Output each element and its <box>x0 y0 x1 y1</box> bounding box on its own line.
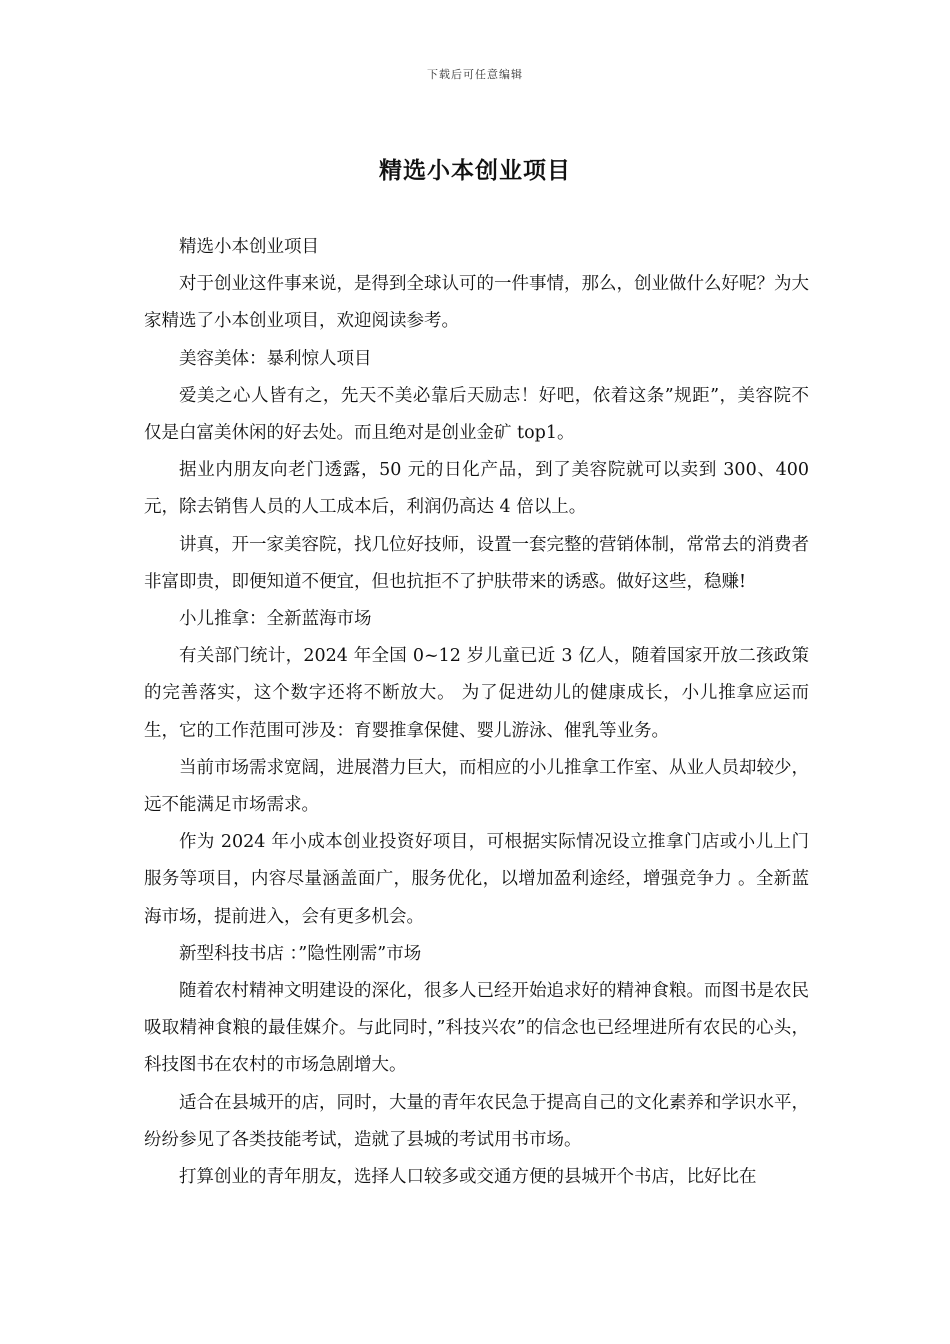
section-heading-beauty: 美容美体：暴利惊人项目 <box>179 348 372 369</box>
section-heading-massage: 小儿推拿：全新蓝海市场 <box>179 609 372 630</box>
paragraph: 打算创业的青年朋友，选择人口较多或交通方便的县城开个书店，比好比在 <box>179 1167 757 1188</box>
paragraph-intro-heading: 精选小本创业项目 <box>179 237 319 257</box>
paragraph: 有关部门统计，2024 年全国 0~12 岁儿童已近 3 亿人，随着国家开放二孩政策的完善落实，这个数字还将不断放大。 为了促进幼儿的健康成长，小儿推拿应运而生，它的工作范围可涉及：育婴推拿保健、婴儿游泳、催乳等业务。 <box>144 646 809 741</box>
document-body <box>144 229 809 1196</box>
paragraph: 适合在县城开的店，同时，大量的青年农民急于提高自己的文化素养和学识水平，纷纷参见了各类技能考试，造就了县城的考试用书市场。 <box>144 1092 809 1150</box>
document-title: 精选小本创业项目 <box>379 158 571 184</box>
paragraph: 对于创业这件事来说，是得到全球认可的一件事情，那么，创业做什么好呢？为大家精选了小本创业项目，欢迎阅读参考。 <box>144 274 809 332</box>
section-heading-bookstore: 新型科技书店 ：”隐性刚需”市场 <box>179 943 422 964</box>
paragraph: 爱美之心人皆有之，先天不美必靠后天励志！好吧，依着这条”规距”，美容院不仅是白富美休闲的好去处。而且绝对是创业金矿 top1。 <box>144 385 809 444</box>
paragraph: 作为 2024 年小成本创业投资好项目，可根据实际情况设立推拿门店或小儿上门服务等项目，内容尽量涵盖面广，服务优化，以增加盈利途经，增强竞争力 。全新蓝海市场，提前进入，会有更多机会。 <box>144 832 809 927</box>
paragraph: 讲真，开一家美容院，找几位好技师，设置一套完整的营销体制，常常去的消费者非富即贵，即便知道不便宜，但也抗拒不了护肤带来的诱惑。做好这些，稳赚! <box>144 534 809 592</box>
paragraph: 当前市场需求宽阔，进展潜力巨大，而相应的小儿推拿工作室、从业人员却较少，远不能满足市场需求。 <box>144 757 809 816</box>
paragraph: 随着农村精神文明建设的深化，很多人已经开始追求好的精神食粮。而图书是农民吸取精神食粮的最佳媒介。与此同时，”科技兴农”的信念也已经埋进所有农民的心头，科技图书在农村的市场急剧增大。 <box>144 981 809 1076</box>
download-note: 下载后可任意编辑 <box>427 68 523 81</box>
paragraph: 据业内朋友向老门透露，50 元的日化产品，到了美容院就可以卖到 300、400 元，除去销售人员的人工成本后，利润仍高达 4 倍以上。 <box>144 460 809 518</box>
